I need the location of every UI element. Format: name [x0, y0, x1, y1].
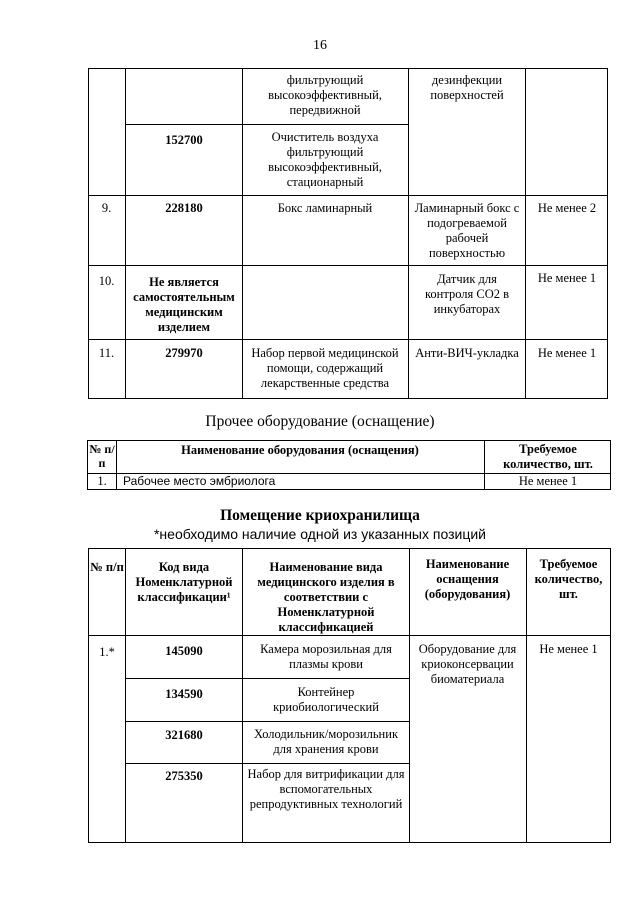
- table-row-quantity: Не менее 1: [537, 271, 597, 285]
- table-row-name: Камера морозильная для плазмы крови: [260, 642, 392, 671]
- table-row-equipment: дезинфекции поверхностей: [430, 73, 504, 102]
- table-row-number: 1.: [97, 474, 107, 488]
- table-row-name: Рабочее место эмбриолога: [123, 474, 276, 488]
- table-row-equipment: Анти-ВИЧ-укладка: [415, 346, 519, 360]
- table-row-name: Контейнер криобиологический: [273, 685, 379, 714]
- column-header-quantity: Требуемое количество, шт.: [503, 442, 593, 471]
- table-row-code: 134590: [165, 687, 203, 701]
- table-row-code: 152700: [165, 133, 203, 147]
- section-title-other-equipment: Прочее оборудование (оснащение): [205, 413, 435, 430]
- table-row-name: Набор первой медицинской помощи, содержащий лекарственные средства: [251, 346, 399, 390]
- section-title-cryostorage: Помещение криохранилища: [220, 507, 420, 524]
- table-row-quantity: Не менее 2: [537, 201, 597, 215]
- table-row-quantity: Не менее 1: [537, 346, 597, 360]
- table-row-equipment: Датчик для контроля CO2 в инкубаторах: [424, 272, 510, 316]
- table-row-quantity: Не менее 1: [518, 474, 578, 488]
- table-row-name: Бокс ламинарный: [277, 201, 373, 215]
- column-header-number: № п/п: [89, 442, 115, 470]
- column-header-quantity: Требуемое количество, шт.: [534, 557, 603, 601]
- table-row-code: 228180: [165, 201, 203, 215]
- table-row-code: 279970: [165, 346, 203, 360]
- table-row-number: 11.: [98, 346, 115, 360]
- table-row-code: 321680: [165, 728, 203, 742]
- column-header-device-name: Наименование вида медицинского изделия в соответствии с Номенклатурной классификацией: [257, 560, 395, 634]
- page-number: 16: [313, 38, 327, 53]
- table-row-code: Не является самостоятельным медицинским изделием: [133, 275, 235, 334]
- table-row-quantity: Не менее 1: [539, 642, 598, 656]
- column-header-name: Наименование оборудования (оснащения): [181, 443, 419, 457]
- table-row-name: Очиститель воздуха фильтрующий высокоэффективный, стационарный: [268, 130, 382, 189]
- table-row-name: Холодильник/морозильник для хранения крови: [253, 727, 399, 756]
- table-row-name: Набор для витрификации для вспомогательных репродуктивных технологий: [247, 767, 405, 811]
- column-header-code: Код вида Номенклатурной классификации¹: [135, 560, 233, 604]
- column-header-number: № п/п: [90, 560, 124, 574]
- table-row-equipment: Ламинарный бокс с подогреваемой рабочей поверхностью: [414, 201, 520, 260]
- column-header-equipment: Наименование оснащения (оборудования): [424, 557, 511, 601]
- table-row-code: 275350: [165, 769, 203, 783]
- table-row-number: 10.: [98, 274, 115, 288]
- table-row-code: 145090: [165, 644, 203, 658]
- table-row-number: 1.*: [99, 645, 115, 659]
- table-row-name: фильтрующий высокоэффективный, передвижной: [268, 73, 382, 117]
- table-row-number: 9.: [101, 201, 112, 215]
- section-subtitle-note: *необходимо наличие одной из указанных позиций: [153, 526, 486, 542]
- table-row-equipment: Оборудование для криоконсервации биоматериала: [418, 642, 517, 686]
